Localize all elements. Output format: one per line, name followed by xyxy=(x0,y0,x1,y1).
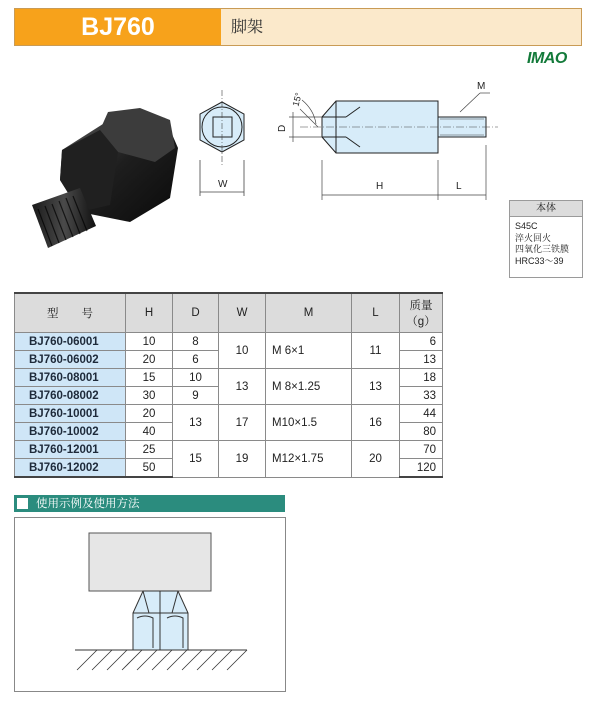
model-cell: BJ760-10001 xyxy=(15,405,126,423)
M-cell: M12×1.75 xyxy=(266,441,352,478)
mass-cell: 80 xyxy=(400,423,443,441)
mass-cell: 13 xyxy=(400,351,443,369)
model-cell: BJ760-06001 xyxy=(15,333,126,351)
table-header-row xyxy=(15,293,443,333)
mass-cell: 120 xyxy=(400,459,443,478)
dim-L-label: L xyxy=(456,181,462,192)
D-cell: 10 xyxy=(173,369,219,387)
section-marker-icon xyxy=(17,498,28,509)
material-line: 淬火回火 xyxy=(515,232,552,243)
header-H: H xyxy=(126,293,173,333)
mass-cell: 6 xyxy=(400,333,443,351)
model-cell: BJ760-12002 xyxy=(15,459,126,478)
material-line: S45C xyxy=(515,221,538,231)
usage-section-header xyxy=(14,495,285,512)
W-cell: 13 xyxy=(219,369,266,405)
table-row xyxy=(15,333,443,351)
dim-H-label: H xyxy=(376,181,384,192)
H-cell: 40 xyxy=(126,423,173,441)
L-cell: 11 xyxy=(352,333,400,369)
product-drawings xyxy=(0,0,591,300)
header-M: M xyxy=(266,293,352,333)
dim-M-label: M xyxy=(477,81,486,92)
D-cell: 8 xyxy=(173,333,219,351)
W-cell: 19 xyxy=(219,441,266,478)
mass-cell: 70 xyxy=(400,441,443,459)
dim-D-label: D xyxy=(277,124,288,132)
brand-logo: IMAO xyxy=(527,50,567,67)
side-view xyxy=(289,93,498,200)
header-mass xyxy=(400,293,443,333)
W-cell: 10 xyxy=(219,333,266,369)
mass-cell: 33 xyxy=(400,387,443,405)
header-W: W xyxy=(219,293,266,333)
L-cell: 20 xyxy=(352,441,400,478)
H-cell: 20 xyxy=(126,351,173,369)
H-cell: 50 xyxy=(126,459,173,478)
product-name: 脚架 xyxy=(231,17,264,36)
H-cell: 25 xyxy=(126,441,173,459)
D-cell: 9 xyxy=(173,387,219,405)
header-model: 型 号 xyxy=(15,293,126,333)
angle-label: 15° xyxy=(290,91,304,108)
mass-cell: 18 xyxy=(400,369,443,387)
model-cell: BJ760-08002 xyxy=(15,387,126,405)
M-cell: M 8×1.25 xyxy=(266,369,352,405)
D-cell: 13 xyxy=(173,405,219,441)
model-cell: BJ760-12001 xyxy=(15,441,126,459)
H-cell: 30 xyxy=(126,387,173,405)
model-cell: BJ760-06002 xyxy=(15,351,126,369)
material-box xyxy=(509,200,583,278)
model-cell: BJ760-10002 xyxy=(15,423,126,441)
material-line: HRC33～39 xyxy=(515,255,564,266)
model-cell: BJ760-08001 xyxy=(15,369,126,387)
usage-title: 使用示例及使用方法 xyxy=(36,496,140,510)
table-row xyxy=(15,441,443,459)
mass-cell: 44 xyxy=(400,405,443,423)
table-row xyxy=(15,405,443,423)
usage-diagram xyxy=(15,518,285,691)
D-cell: 6 xyxy=(173,351,219,369)
header-L: L xyxy=(352,293,400,333)
table-row xyxy=(15,369,443,387)
material-line: 四氧化三铁膜 xyxy=(515,244,570,254)
spec-table xyxy=(14,292,443,478)
W-cell: 17 xyxy=(219,405,266,441)
header-mass-line1: 质量 xyxy=(409,300,433,312)
L-cell: 16 xyxy=(352,405,400,441)
material-title: 本体 xyxy=(510,201,582,217)
L-cell: 13 xyxy=(352,369,400,405)
H-cell: 15 xyxy=(126,369,173,387)
dim-W-label: W xyxy=(218,179,228,190)
M-cell: M10×1.5 xyxy=(266,405,352,441)
H-cell: 10 xyxy=(126,333,173,351)
header-mass-line2: （g） xyxy=(406,316,436,328)
header-D: D xyxy=(173,293,219,333)
product-code: BJ760 xyxy=(15,9,221,45)
D-cell: 15 xyxy=(173,441,219,478)
H-cell: 20 xyxy=(126,405,173,423)
usage-illustration xyxy=(14,517,286,692)
M-cell: M 6×1 xyxy=(266,333,352,369)
product-photo xyxy=(32,108,178,248)
